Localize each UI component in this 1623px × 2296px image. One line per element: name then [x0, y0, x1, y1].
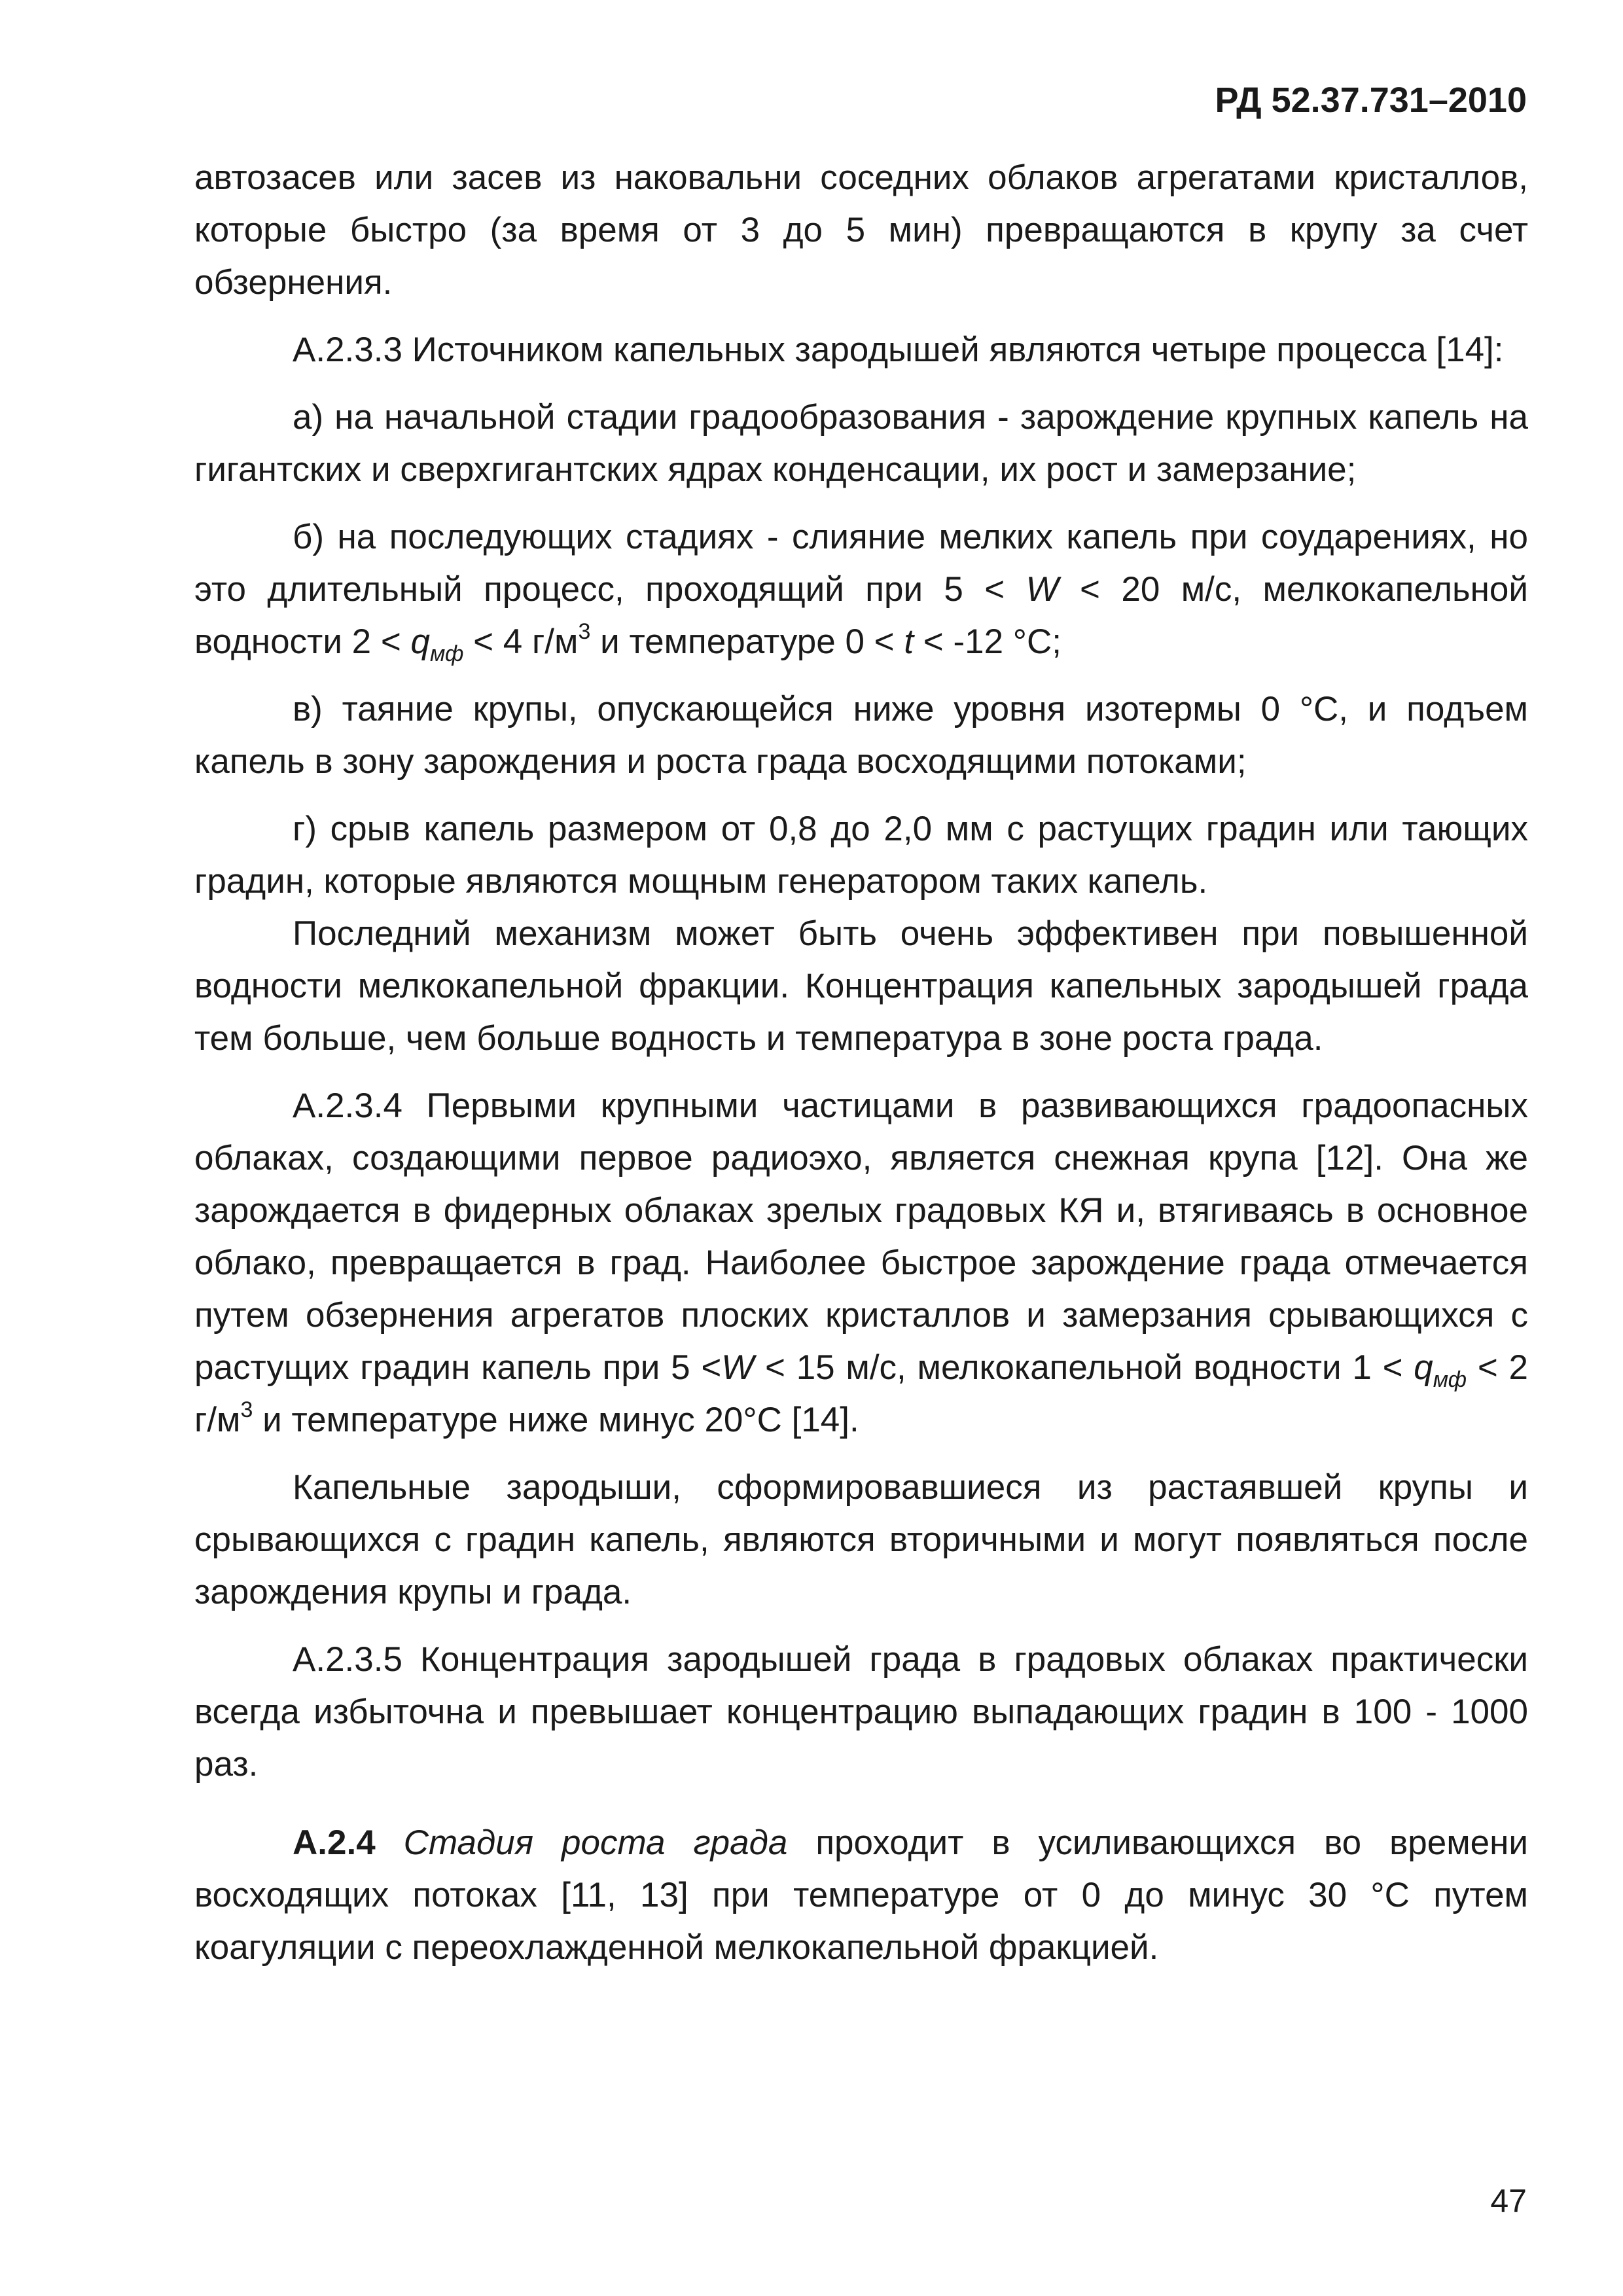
document-body	[194, 152, 1528, 1974]
text-run: проходит в усиливающихся во времени восходящих потоках [11, 13] при температуре от 0 до минус 30 °С путем коагуляции с переохлажденной мелкокапельной фракцией.	[194, 1823, 1529, 1967]
text-run: < 2 г/м	[194, 1348, 1528, 1439]
paragraph-last-mechanism: Последний механизм может быть очень эффективен при повышенной водности мелкокапельной фракции. Концентрация капельных зародышей града тем больше, чем больше водность и температура в зоне роста града.	[194, 914, 1528, 1058]
var-w: W	[1026, 570, 1059, 609]
paragraph-a233: А.2.3.3 Источником капельных зародышей являются четыре процесса [14]:	[293, 331, 1504, 369]
paragraph-secondary-nuclei: Капельные зародыши, сформировавшиеся из растаявшей крупы и срывающихся с градин капель, являются вторичными и могут появляться после зарождения крупы и града.	[194, 1468, 1528, 1611]
paragraph-item-v: в) таяние крупы, опускающейся ниже уровня изотермы 0 °С, и подъем капель в зону зарождения и роста града восходящими потоками;	[194, 690, 1528, 781]
text-run: б) на последующих стадиях - слияние мелких капель при соударениях, но это длительный процесс, проходящий при 5 <	[194, 518, 1528, 609]
paragraph-a235: А.2.3.5 Концентрация зародышей града в градовых облаках практически всегда избыточна и превышает концентрацию выпадающих градин в 100 - 1000 раз.	[194, 1640, 1528, 1784]
superscript-3: 3	[578, 619, 591, 644]
var-w: W	[721, 1348, 755, 1387]
section-number: А.2.4	[293, 1823, 376, 1862]
var-t: t	[904, 622, 914, 661]
paragraph-item-a: а) на начальной стадии градообразования - зарождение крупных капель на гигантских и сверхгигантских ядрах конденсации, их рост и замерзание;	[194, 398, 1528, 489]
text-run: А.2.3.4 Первыми крупными частицами в развивающихся градоопасных облаках, создающими первое радиоэхо, является снежная крупа [12]. Она же зарождается в фидерных облаках зрелых градовых КЯ и, втягиваясь в основное облако, превращается в град. Наиболее быстрое зарождение града отмечается путем обзернения агрегатов плоских кристаллов и замерзания срывающихся с растущих градин капель при 5 <	[194, 1086, 1528, 1387]
text-run: и температуре ниже минус 20°С [14].	[253, 1401, 859, 1439]
page-number: 47	[1490, 2183, 1527, 2219]
subscript-mf: мф	[430, 641, 464, 666]
paragraph-item-g: г) срыв капель размером от 0,8 до 2,0 мм с растущих градин или тающих градин, которые являются мощным генератором таких капель.	[194, 810, 1528, 901]
paragraph-continuation: автозасев или засев из наковальни соседних облаков агрегатами кристаллов, которые быстро (за время от 3 до 5 мин) превращаются в крупу за счет обзернения.	[194, 158, 1528, 302]
document-id-header: РД 52.37.731–2010	[1215, 81, 1527, 120]
subscript-mf: мф	[1433, 1367, 1467, 1392]
paragraph-a24	[194, 1817, 1528, 1974]
paragraph-item-b	[194, 511, 1528, 668]
text-run: < 15 м/с, мелкокапельной водности 1 <	[754, 1348, 1414, 1387]
var-q: q	[1414, 1348, 1433, 1387]
text-run: < 4 г/м	[463, 622, 579, 661]
superscript-3: 3	[240, 1397, 253, 1422]
section-title: Стадия роста града	[403, 1823, 788, 1862]
paragraph-a234	[194, 1080, 1528, 1446]
text-run: и температуре 0 <	[590, 622, 904, 661]
text-run: < -12 °С;	[914, 622, 1062, 661]
text-run: < 20 м/с, мелкокапельной водности 2 <	[194, 570, 1528, 661]
var-q: q	[410, 622, 431, 661]
